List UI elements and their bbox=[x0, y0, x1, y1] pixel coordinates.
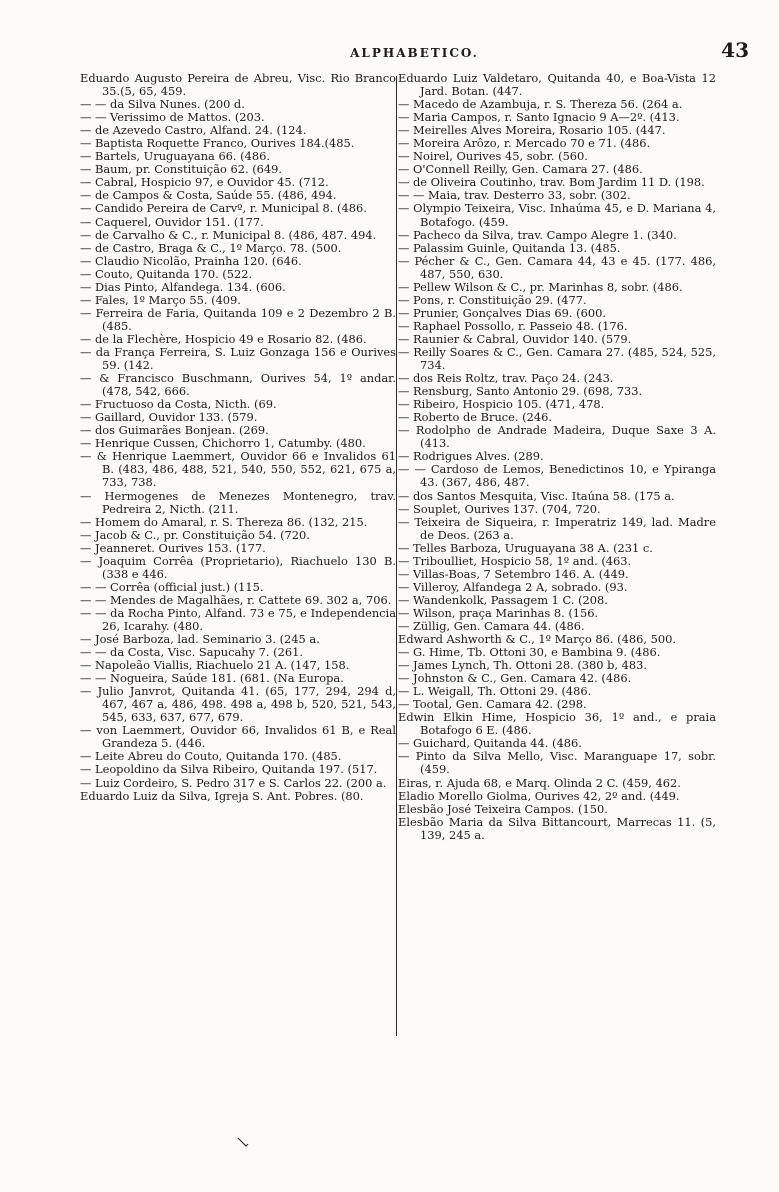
stray-mark bbox=[236, 1136, 250, 1150]
directory-entry: — Palassim Guinle, Quitanda 13. (485. bbox=[398, 240, 621, 255]
directory-entry: — — Corrêa (official just.) (115. bbox=[80, 579, 264, 594]
directory-entry: — L. Weigall, Th. Ottoni 29. (486. bbox=[398, 684, 592, 699]
directory-entry: — Cabral, Hospicio 97, e Ouvidor 45. (712. bbox=[80, 175, 329, 190]
directory-entry: — Henrique Cussen, Chichorro 1, Catumby. (480. bbox=[80, 436, 366, 451]
directory-entry: — de Azevedo Castro, Alfand. 24. (124. bbox=[80, 123, 307, 138]
directory-entry: — Prunier, Gonçalves Dias 69. (600. bbox=[398, 305, 606, 320]
page-number: 43 bbox=[721, 38, 749, 62]
directory-entry: — Maria Campos, r. Santo Ignacio 9 A—2º. (413. bbox=[398, 110, 680, 125]
page-header bbox=[80, 38, 749, 66]
directory-entry: — & Francisco Buschmann, Ourives 54, 1º andar. (478, 542, 666. bbox=[80, 371, 396, 399]
directory-entry: — Guichard, Quitanda 44. (486. bbox=[398, 736, 582, 751]
directory-entry: — Rodrigues Alves. (289. bbox=[398, 449, 544, 464]
left-column bbox=[80, 72, 396, 803]
directory-entry: — Fructuoso da Costa, Nicth. (69. bbox=[80, 397, 277, 412]
directory-entry: Elesbão José Teixeira Campos. (150. bbox=[398, 801, 608, 816]
directory-entry: Eiras, r. Ajuda 68, e Marq. Olinda 2 C. (459, 462. bbox=[398, 775, 681, 790]
directory-entry: — Couto, Quitanda 170. (522. bbox=[80, 266, 253, 281]
directory-entry: — de la Flechère, Hospicio 49 e Rosario 82. (486. bbox=[80, 331, 367, 346]
directory-entry: Eduardo Luiz Valdetaro, Quitanda 40, e Boa-Vista 12 Jard. Botan. (447. bbox=[398, 71, 716, 99]
directory-entry: — Fales, 1º Março 55. (409. bbox=[80, 292, 241, 307]
directory-entry: — Homem do Amaral, r. S. Thereza 86. (132, 215. bbox=[80, 514, 368, 529]
directory-entry: — Rensburg, Santo Antonio 29. (698, 733. bbox=[398, 384, 643, 399]
directory-entry: — — Mendes de Magalhães, r. Cattete 69. 302 a, 706. bbox=[80, 592, 392, 607]
directory-entry: — Joaquim Corrêa (Proprietario), Riachuelo 130 B. (338 e 446. bbox=[80, 553, 396, 581]
directory-entry: — Telles Barboza, Uruguayana 38 A. (231 c. bbox=[398, 540, 653, 555]
directory-entry: — Ribeiro, Hospicio 105. (471, 478. bbox=[398, 397, 605, 412]
directory-entry: — — da Silva Nunes. (200 d. bbox=[80, 97, 245, 112]
directory-entry: — de Campos & Costa, Saúde 55. (486, 494. bbox=[80, 188, 337, 203]
directory-entry: — Noirel, Ourives 45, sobr. (560. bbox=[398, 149, 588, 164]
directory-entry: — — Verissimo de Mattos. (203. bbox=[80, 110, 265, 125]
directory-entry: — — da Rocha Pinto, Alfand. 73 e 75, e Independencia 26, Icarahy. (480. bbox=[80, 605, 396, 633]
directory-entry: — Dias Pinto, Alfandega. 134. (606. bbox=[80, 279, 286, 294]
directory-entry: — Moreira Arôzo, r. Mercado 70 e 71. (486. bbox=[398, 136, 651, 151]
directory-entry: — de Oliveira Coutinho, trav. Bom Jardim 11 D. (198. bbox=[398, 175, 705, 190]
directory-entry: — Napoleão Viallis, Riachuelo 21 A. (147, 158. bbox=[80, 658, 350, 673]
directory-entry: — Pons, r. Constituição 29. (477. bbox=[398, 292, 587, 307]
directory-entry: Eladio Morello Giolma, Ourives 42, 2º and. (449. bbox=[398, 788, 680, 803]
directory-entry: — Bartels, Uruguayana 66. (486. bbox=[80, 149, 270, 164]
running-title: ALPHABETICO. bbox=[350, 46, 479, 60]
directory-entry: — Macedo de Azambuja, r. S. Thereza 56. (264 a. bbox=[398, 97, 683, 112]
directory-entry: — Pinto da Silva Mello, Visc. Maranguape 17, sobr. (459. bbox=[398, 749, 716, 777]
directory-entry: — — Cardoso de Lemos, Benedictinos 10, e Ypiranga 43. (367, 486, 487. bbox=[398, 462, 716, 490]
directory-entry: — Claudio Nicolão, Prainha 120. (646. bbox=[80, 253, 302, 268]
directory-entry: — James Lynch, Th. Ottoni 28. (380 b, 483. bbox=[398, 658, 648, 673]
directory-entry: — Luiz Cordeiro, S. Pedro 317 e S. Carlos 22. (200 a. bbox=[80, 775, 387, 790]
directory-entry: — Candido Pereira de Carvº, r. Municipal 8. (486. bbox=[80, 201, 367, 216]
directory-entry: — Reilly Soares & C., Gen. Camara 27. (485, 524, 525, 734. bbox=[398, 344, 716, 373]
directory-entry: — Teixeira de Siqueira, r. Imperatriz 149, lad. Madre de Deos. (263 a. bbox=[398, 514, 716, 542]
directory-entry: — Wilson, praça Marinhas 8. (156. bbox=[398, 605, 599, 620]
directory-entry: — da França Ferreira, S. Luiz Gonzaga 156 e Ourives 59. (142. bbox=[80, 344, 396, 373]
directory-entry: — dos Santos Mesquita, Visc. Itaúna 58. (175 a. bbox=[398, 488, 675, 503]
directory-entry: — Baptista Roquette Franco, Ourives 184.(485. bbox=[80, 136, 355, 151]
directory-entry: Eduardo Augusto Pereira de Abreu, Visc. Rio Branco 35.(5, 65, 459. bbox=[80, 71, 396, 99]
directory-entry: — Triboulliet, Hospicio 58, 1º and. (463. bbox=[398, 553, 632, 568]
directory-entry: — Züllig, Gen. Camara 44. (486. bbox=[398, 618, 585, 633]
directory-entry: Edward Ashworth & C., 1º Março 86. (486, 500. bbox=[398, 632, 676, 647]
directory-entry: — Leopoldino da Silva Ribeiro, Quitanda 197. (517. bbox=[80, 762, 378, 777]
directory-entry: Elesbão Maria da Silva Bittancourt, Marrecas 11. (5, 139, 245 a. bbox=[398, 814, 716, 842]
directory-entry: — — Maia, trav. Desterro 33, sobr. (302. bbox=[398, 188, 631, 203]
directory-entry: — de Carvalho & C., r. Municipal 8. (486, 487. 494. bbox=[80, 227, 377, 242]
directory-entry: — Hermogenes de Menezes Montenegro, trav. Pedreira 2, Nicth. (211. bbox=[80, 488, 396, 516]
directory-entry: — Roberto de Bruce. (246. bbox=[398, 410, 552, 425]
directory-entry: — Ferreira de Faria, Quitanda 109 e 2 Dezembro 2 B. (485. bbox=[80, 305, 396, 333]
directory-entry: — Raunier & Cabral, Ouvidor 140. (579. bbox=[398, 331, 632, 346]
directory-entry: — dos Reis Roltz, trav. Paço 24. (243. bbox=[398, 371, 614, 386]
directory-entry: Edwin Elkin Hime, Hospicio 36, 1º and., e praia Botafogo 6 E. (486. bbox=[398, 710, 716, 738]
directory-entry: — Baum, pr. Constituição 62. (649. bbox=[80, 162, 282, 177]
directory-entry: — Caquerel, Ouvidor 151. (177. bbox=[80, 214, 264, 229]
directory-entry: — Raphael Possollo, r. Passeio 48. (176. bbox=[398, 318, 628, 333]
directory-entry: — de Castro, Braga & C., 1º Março. 78. (500. bbox=[80, 240, 342, 255]
directory-entry: — Olympio Teixeira, Visc. Inhaúma 45, e D. Mariana 4, Botafogo. (459. bbox=[398, 201, 716, 229]
directory-entry: — & Henrique Laemmert, Ouvidor 66 e Invalidos 61 B. (483, 486, 488, 521, 540, 550, 552, 621, 675 a, 733, 738. bbox=[80, 449, 396, 490]
directory-entry: — Tootal, Gen. Camara 42. (298. bbox=[398, 697, 587, 712]
directory-entry: — Leite Abreu do Couto, Quitanda 170. (485. bbox=[80, 749, 342, 764]
right-column bbox=[398, 72, 716, 842]
directory-entry: — Julio Janvrot, Quitanda 41. (65, 177, 294, 294 d, 467, 467 a, 486, 498. 498 a, 498 b, 520, 521, 543, 545, 633, 637, 677, 679. bbox=[80, 684, 396, 725]
directory-entry: — G. Hime, Tb. Ottoni 30, e Bambina 9. (486. bbox=[398, 645, 661, 660]
directory-entry: — Meirelles Alves Moreira, Rosario 105. (447. bbox=[398, 123, 666, 138]
directory-entry: — Pacheco da Silva, trav. Campo Alegre 1. (340. bbox=[398, 227, 677, 242]
directory-entry: — Jeanneret. Ourives 153. (177. bbox=[80, 540, 266, 555]
directory-entry: — Souplet, Ourives 137. (704, 720. bbox=[398, 501, 601, 516]
directory-entry: — José Barboza, lad. Seminario 3. (245 a. bbox=[80, 632, 320, 647]
directory-entry: — — Nogueira, Saúde 181. (681. (Na Europa. bbox=[80, 671, 344, 686]
directory-entry: — — da Costa, Visc. Sapucahy 7. (261. bbox=[80, 645, 303, 660]
directory-entry: — Villas-Boas, 7 Setembro 146. A. (449. bbox=[398, 566, 629, 581]
directory-entry: — von Laemmert, Ouvidor 66, Invalidos 61 B, e Real Grandeza 5. (446. bbox=[80, 723, 396, 751]
directory-entry: — Pécher & C., Gen. Camara 44, 43 e 45. (177. 486, 487, 550, 630. bbox=[398, 253, 716, 281]
directory-entry: Eduardo Luiz da Silva, Igreja S. Ant. Pobres. (80. bbox=[80, 788, 364, 803]
directory-entry: — Jacob & C., pr. Constituição 54. (720. bbox=[80, 527, 310, 542]
directory-entry: — Wandenkolk, Passagem 1 C. (208. bbox=[398, 592, 608, 607]
directory-entry: — dos Guimarães Bonjean. (269. bbox=[80, 423, 269, 438]
directory-entry: — Pellew Wilson & C., pr. Marinhas 8, sobr. (486. bbox=[398, 279, 683, 294]
directory-entry: — O'Connell Reilly, Gen. Camara 27. (486. bbox=[398, 162, 643, 177]
directory-entry: — Villeroy, Alfandega 2 A, sobrado. (93. bbox=[398, 579, 628, 594]
directory-entry: — Gaillard, Ouvidor 133. (579. bbox=[80, 410, 258, 425]
directory-entry: — Rodolpho de Andrade Madeira, Duque Saxe 3 A. (413. bbox=[398, 423, 716, 451]
column-divider bbox=[396, 76, 397, 1036]
directory-entry: — Johnston & C., Gen. Camara 42. (486. bbox=[398, 671, 632, 686]
